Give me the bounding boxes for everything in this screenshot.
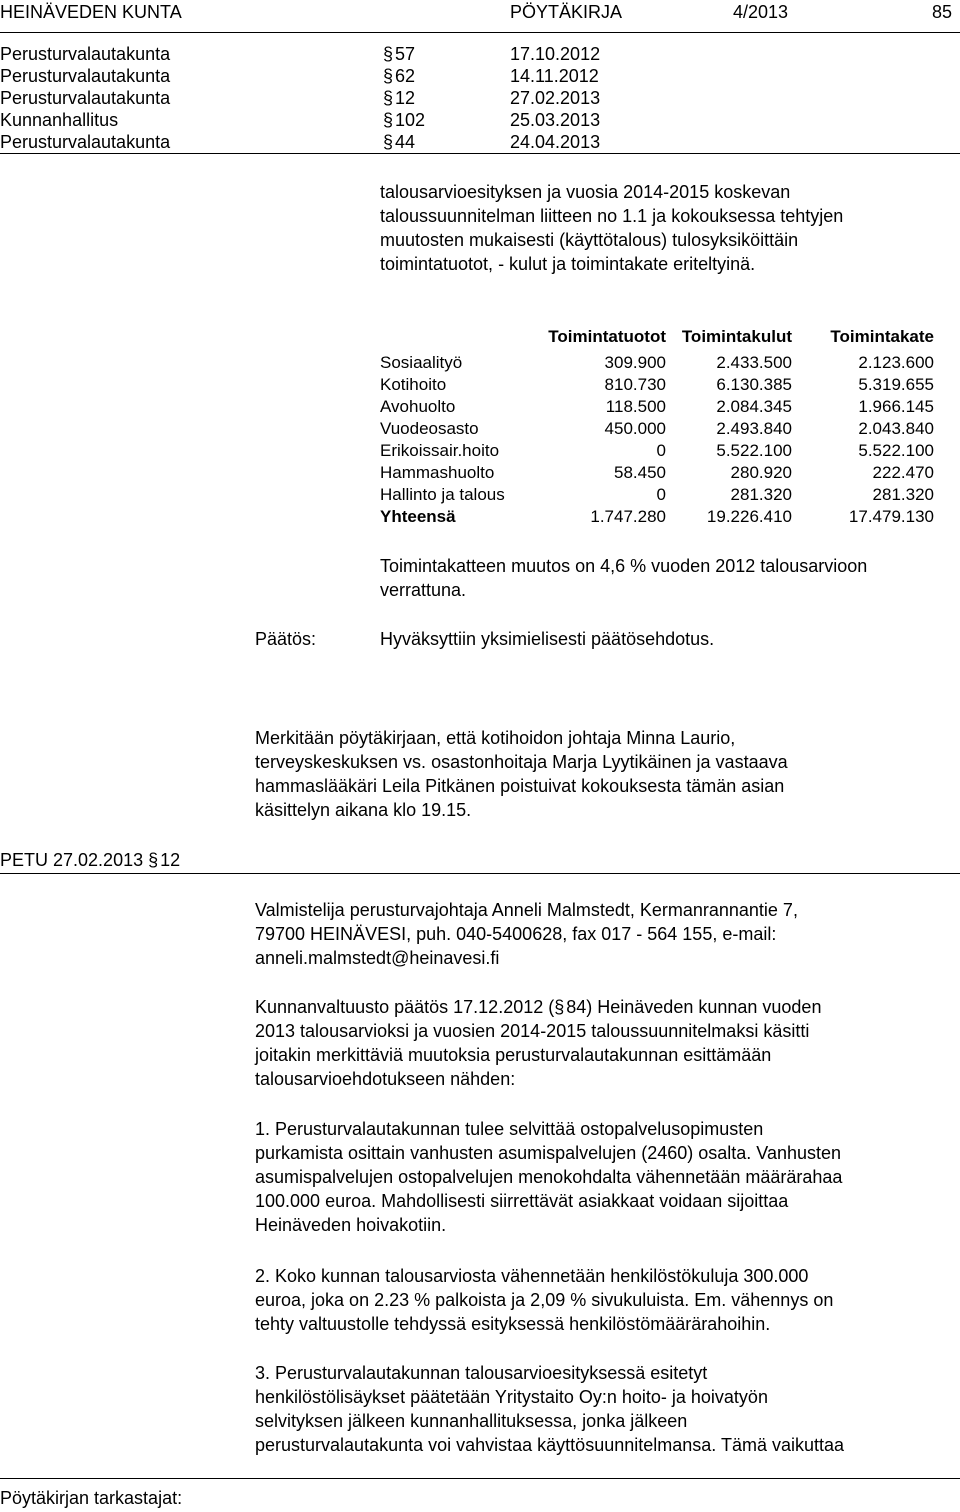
item-1-line: 1. Perusturvalautakunnan tulee selvittää ostopalvelusopimusten [255,1119,764,1139]
change-line: verrattuna. [380,580,467,600]
cell-income: 0 [656,485,666,504]
cell-costs: 5.522.100 [716,441,792,460]
history-body-5: Perusturvalautakunta [0,132,171,152]
history-section-2: § 62 [383,66,416,86]
item-2-line: 2. Koko kunnan talousarviosta vähennetään henkilöstökuluja 300.000 [255,1266,809,1286]
intro-line: taloussuunnitelman liitteen no 1.1 ja kokouksessa tehtyjen [380,206,844,226]
preparer-line: Valmistelija perusturvajohtaja Anneli Malmstedt, Kermanrannantie 7, [255,900,798,920]
table-header-costs: Toimintakulut [681,327,792,346]
council-line: joitakin merkittäviä muutoksia perusturvalautakunnan esittämään [255,1045,772,1065]
table-row [380,484,934,506]
item-3-line: 3. Perusturvalautakunnan talousarvioesityksessä esitetyt [255,1363,708,1383]
cell-costs: 2.493.840 [716,419,792,438]
cell-margin: 281.320 [872,485,934,504]
item-3-line: selvityksen jälkeen kunnanhallituksessa, jonka jälkeen [255,1411,688,1431]
row-label: Erikoissair.hoito [380,441,500,460]
total-costs: 19.226.410 [706,507,792,526]
history-date-1: 17.10.2012 [510,44,601,64]
row-label: Hallinto ja talous [380,485,505,504]
item-3-line: perusturvalautakunta voi vahvistaa käyttösuunnitelmansa. Tämä vaikuttaa [255,1435,844,1455]
history-rule [0,153,960,154]
table-header-empty [380,326,530,348]
intro-line: toimintatuotot, - kulut ja toimintakate eriteltyinä. [380,254,756,274]
history-body-3: Perusturvalautakunta [0,88,171,108]
budget-table [380,326,934,528]
table-row [380,418,934,440]
cell-income: 0 [656,441,666,460]
intro-line: muutosten mukaisesti (käyttötalous) tulosyksiköittäin [380,230,799,250]
header-municipality: HEINÄVEDEN KUNTA [0,2,182,22]
header-doc-number: 4/2013 [733,2,789,22]
cell-costs: 2.433.500 [716,353,792,372]
decision-text: Hyväksyttiin yksimielisesti päätösehdotus. [380,629,715,649]
preparer-line: anneli.malmstedt@heinavesi.fi [255,948,500,968]
cell-income: 450.000 [604,419,666,438]
note-line: Merkitään pöytäkirjaan, että kotihoidon johtaja Minna Laurio, [255,728,736,748]
cell-costs: 281.320 [730,485,792,504]
item-1-line: Heinäveden hoivakotiin. [255,1215,447,1235]
item-1-line: purkamista osittain vanhusten asumispalvelujen (2460) osalta. Vanhusten [255,1143,842,1163]
history-section-5: § 44 [383,132,416,152]
cell-costs: 6.130.385 [716,375,792,394]
cell-margin: 2.123.600 [858,353,934,372]
table-row [380,462,934,484]
note-line: hammaslääkäri Leila Pitkänen poistuivat kokouksesta tämän asian [255,776,785,796]
history-section-1: § 57 [383,44,416,64]
decision-label: Päätös: [255,629,317,649]
total-margin: 17.479.130 [848,507,934,526]
cell-income: 810.730 [604,375,666,394]
total-label: Yhteensä [380,507,456,526]
history-body-4: Kunnanhallitus [0,110,119,130]
cell-income: 118.500 [605,397,666,416]
cell-margin: 222.470 [872,463,934,482]
footer-label: Pöytäkirjan tarkastajat: [0,1488,183,1508]
header-page-number: 85 [932,2,953,22]
table-total-row [380,506,934,528]
petu-heading: PETU 27.02.2013 § 12 [0,850,181,870]
cell-margin: 5.522.100 [858,441,934,460]
cell-income: 58.450 [614,463,666,482]
history-date-4: 25.03.2013 [510,110,601,130]
history-date-5: 24.04.2013 [510,132,601,152]
intro-line: talousarvioesityksen ja vuosia 2014-2015 koskevan [380,182,791,202]
council-line: 2013 talousarvioksi ja vuosien 2014-2015 taloussuunnitelmaksi käsitti [255,1021,810,1041]
row-label: Vuodeosasto [380,419,479,438]
table-row [380,352,934,374]
change-line: Toimintakatteen muutos on 4,6 % vuoden 2012 talousarvioon [380,556,868,576]
row-label: Sosiaalityö [380,353,463,372]
item-3-line: henkilöstölisäykset päätetään Yritystaito Oy:n hoito- ja hoivatyön [255,1387,768,1407]
table-row [380,374,934,396]
cell-margin: 5.319.655 [858,375,934,394]
table-row [380,440,934,462]
history-date-2: 14.11.2012 [510,66,599,86]
item-1-line: asumispalvelujen ostopalvelujen menokohdalta vähennetään määrärahaa [255,1167,843,1187]
cell-costs: 280.920 [730,463,792,482]
cell-income: 309.900 [604,353,666,372]
table-header-margin: Toimintakate [830,327,934,346]
row-label: Kotihoito [380,375,447,394]
table-header-row [380,326,934,348]
total-income: 1.747.280 [590,507,666,526]
history-body-1: Perusturvalautakunta [0,44,171,64]
item-1-line: 100.000 euroa. Mahdollisesti siirrettävät asiakkaat voidaan sijoittaa [255,1191,789,1211]
preparer-line: 79700 HEINÄVESI, puh. 040-5400628, fax 017 - 564 155, e-mail: [255,924,777,944]
note-line: terveyskeskuksen vs. osastonhoitaja Marja Lyytikäinen ja vastaava [255,752,788,772]
history-section-3: § 12 [383,88,416,108]
council-line: talousarvioehdotukseen nähden: [255,1069,516,1089]
footer-rule [0,1478,960,1479]
cell-costs: 2.084.345 [716,397,792,416]
header-doc-type: PÖYTÄKIRJA [510,2,623,22]
history-body-2: Perusturvalautakunta [0,66,171,86]
table-row [380,396,934,418]
row-label: Avohuolto [380,397,456,416]
cell-margin: 2.043.840 [858,419,934,438]
history-date-3: 27.02.2013 [510,88,601,108]
note-line: käsittelyn aikana klo 19.15. [255,800,472,820]
cell-margin: 1.966.145 [858,397,934,416]
item-2-line: euroa, joka on 2.23 % palkoista ja 2,09 % sivukuluista. Em. vähennys on [255,1290,834,1310]
row-label: Hammashuolto [380,463,495,482]
header-rule [0,32,960,33]
table-header-income: Toimintatuotot [548,327,666,346]
petu-rule [0,873,960,874]
history-section-4: § 102 [383,110,426,130]
item-2-line: tehty valtuustolle tehdyssä esityksessä henkilöstömäärärahoihin. [255,1314,771,1334]
council-line: Kunnanvaltuusto päätös 17.12.2012 (§ 84) Heinäveden kunnan vuoden [255,997,822,1017]
